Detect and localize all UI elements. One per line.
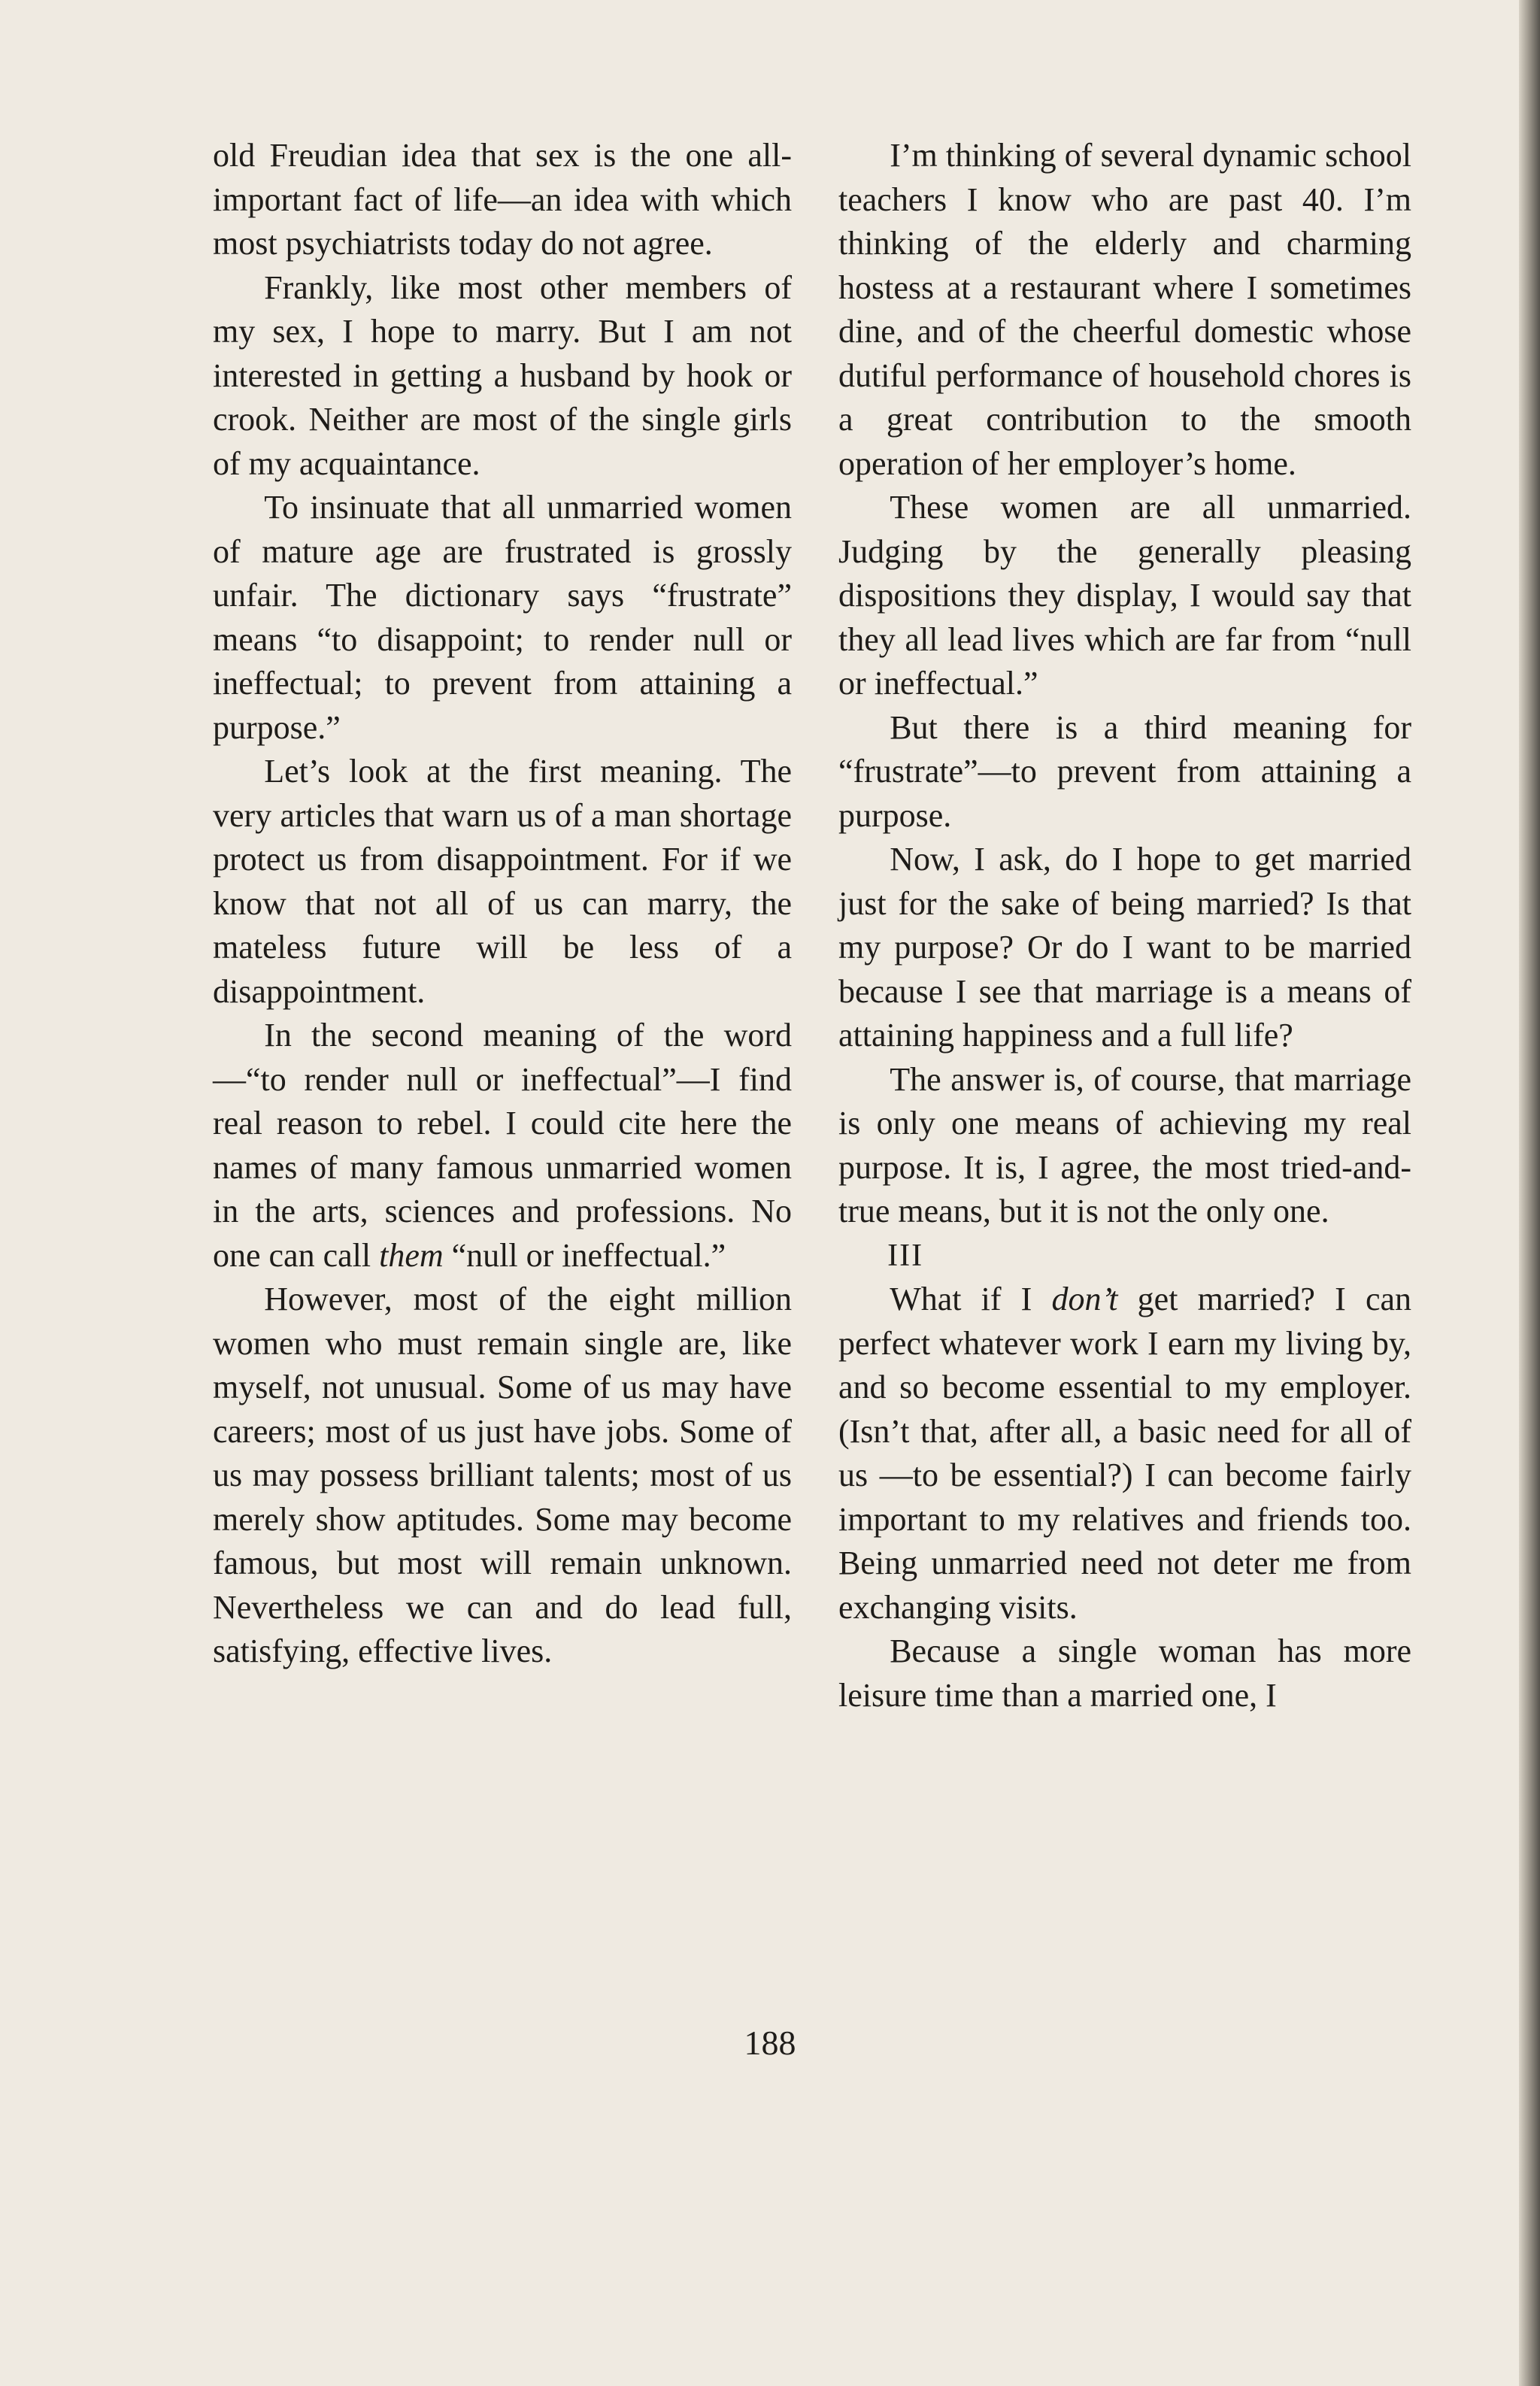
paragraph: But there is a third meaning for “frustrate”—to prevent from attaining a purpose. [838,708,1411,834]
emphasized-text: don’t [1051,1281,1118,1317]
paragraph: Now, I ask, do I hope to get married just for the sake of being married? Is that my purpose? Or do I want to be married because I see that marriage is a means of attaining happiness and a full life? [838,841,1411,1054]
paragraph: The answer is, of course, that marriage is only one means of achieving my real purpose. It is, I agree, the most tried-and-true means, but it is not the only one. [838,1060,1411,1229]
text-run: What if I [890,1281,1052,1317]
page-number: 188 [744,2024,796,2062]
paragraph: old Freudian idea that sex is the one all-important fact of life—an idea with which most psychiatrists today do not agree. [213,137,792,262]
text-run: “null or ineffectual.” [443,1236,726,1274]
paragraph [838,1278,1411,1630]
paragraph: Let’s look at the first meaning. The very articles that warn us of a man shortage protect us from disappointment. For if we know that not all of us can marry, the mateless future will be less of a disappointment. [213,753,792,1010]
paragraph: These women are all unmarried. Judging by the generally pleasing dispositions they display, I would say that they all lead lives which are far from “null or ineffectual.” [838,489,1411,702]
paragraph: I’m thinking of several dynamic school teachers I know who are past 40. I’m thinking of the elderly and charming hostess at a restaurant where I sometimes dine, and of the cheerful domestic whose dutiful performance of household chores is a great contribution to the smooth operation of her employer’s home. [838,137,1411,482]
left-column [213,134,792,1674]
paragraph [213,1014,792,1278]
emphasized-text: them [379,1236,444,1274]
text-run: In the second meaning of the word—“to render null or ineffectual”—I find real reason to rebel. I could cite here the names of many famous unmarried women in the arts, sciences and professions. No one can call [213,1017,792,1274]
paragraph: However, most of the eight million women who must remain single are, like myself, not unusual. Some of us may have careers; most of us just have jobs. Some of us may possess brilliant talents; most of us merely show aptitudes. Some may become famous, but most will remain unknown. Nevertheless we can and do lead full, satisfying, effective lives. [213,1281,792,1669]
section-heading: III [887,1238,924,1273]
paragraph: Because a single woman has more leisure time than a married one, I [838,1633,1411,1714]
paragraph: Frankly, like most other members of my sex, I hope to marry. But I am not interested in getting a husband by hook or crook. Neither are most of the single girls of my acquaintance. [213,268,792,482]
paragraph: To insinuate that all unmarried women of mature age are frustrated is grossly unfair. The dictionary says “frustrate” means “to disappoint; to render null or ineffectual; to prevent from attaining a purpose.” [213,489,792,746]
text-run: get married? I can perfect whatever work I earn my living by, and so become essential to my employer. (Isn’t that, after all, a basic need for all of us —to be essential?) I can become fairly important to my relatives and friends too. Being unmarried need not deter me from exchanging visits. [838,1281,1412,1626]
right-column [838,134,1411,1717]
